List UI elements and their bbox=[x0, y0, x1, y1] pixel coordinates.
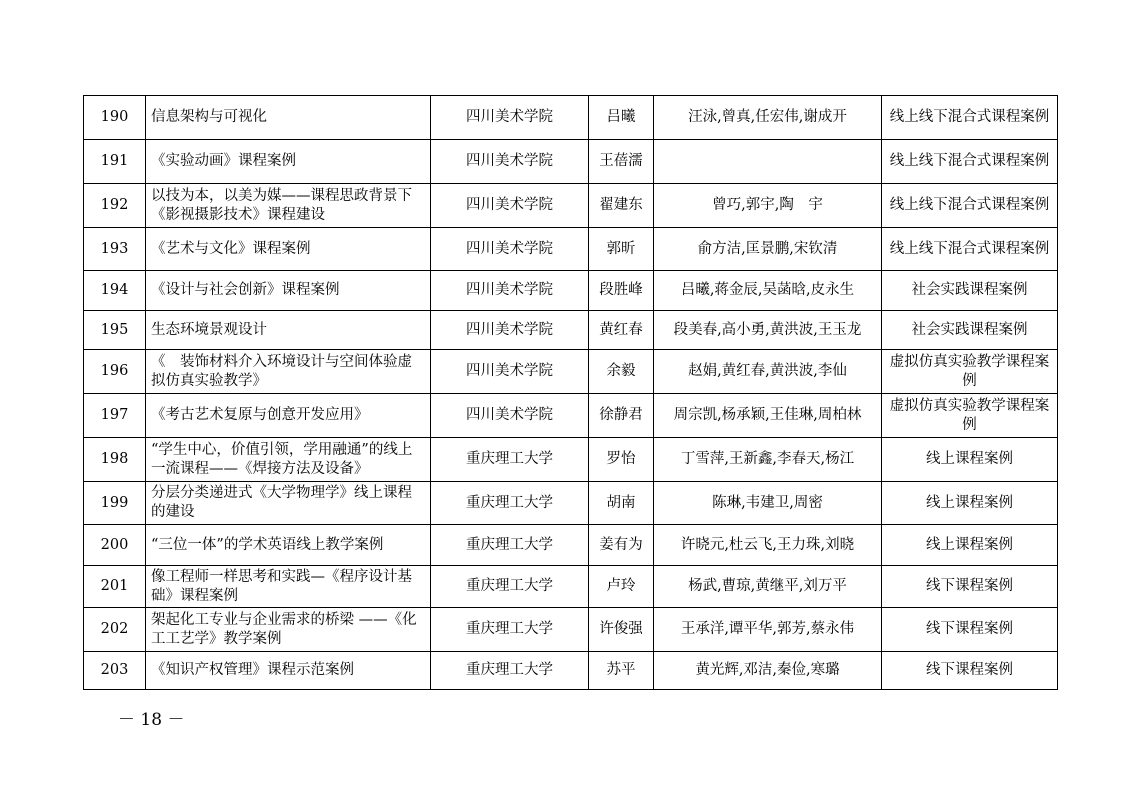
case-type: 线下课程案例 bbox=[882, 566, 1058, 608]
school-name: 重庆理工大学 bbox=[431, 652, 589, 690]
table-row bbox=[84, 438, 1058, 482]
case-title: 《艺术与文化》课程案例 bbox=[146, 228, 431, 271]
school-name: 四川美术学院 bbox=[431, 350, 589, 394]
case-title: 《知识产权管理》课程示范案例 bbox=[146, 652, 431, 690]
case-type: 线下课程案例 bbox=[882, 652, 1058, 690]
lead-person: 翟建东 bbox=[589, 184, 654, 228]
case-type: 虚拟仿真实验教学课程案例 bbox=[882, 350, 1058, 394]
case-type: 社会实践课程案例 bbox=[882, 311, 1058, 350]
page-number: － 18 － bbox=[118, 710, 185, 730]
case-title: 信息架构与可视化 bbox=[146, 96, 431, 140]
row-number: 190 bbox=[84, 96, 146, 140]
row-number: 197 bbox=[84, 394, 146, 438]
row-number: 191 bbox=[84, 140, 146, 184]
table-row bbox=[84, 140, 1058, 184]
table-row bbox=[84, 271, 1058, 311]
school-name: 重庆理工大学 bbox=[431, 438, 589, 482]
lead-person: 郭昕 bbox=[589, 228, 654, 271]
team-members: 吕曦,蒋金辰,吴菡晗,皮永生 bbox=[654, 271, 882, 311]
school-name: 四川美术学院 bbox=[431, 228, 589, 271]
lead-person: 许俊强 bbox=[589, 608, 654, 652]
school-name: 四川美术学院 bbox=[431, 271, 589, 311]
case-type: 线上线下混合式课程案例 bbox=[882, 228, 1058, 271]
team-members: 丁雪萍,王新鑫,李春天,杨江 bbox=[654, 438, 882, 482]
table-row bbox=[84, 184, 1058, 228]
row-number: 194 bbox=[84, 271, 146, 311]
table-row bbox=[84, 525, 1058, 566]
school-name: 重庆理工大学 bbox=[431, 566, 589, 608]
lead-person: 苏平 bbox=[589, 652, 654, 690]
case-type: 线上课程案例 bbox=[882, 438, 1058, 482]
team-members: 汪泳,曾真,任宏伟,谢成开 bbox=[654, 96, 882, 140]
row-number: 199 bbox=[84, 482, 146, 525]
lead-person: 王蓓濡 bbox=[589, 140, 654, 184]
team-members: 段美春,高小勇,黄洪波,王玉龙 bbox=[654, 311, 882, 350]
team-members: 许晓元,杜云飞,王力珠,刘晓 bbox=[654, 525, 882, 566]
lead-person: 姜有为 bbox=[589, 525, 654, 566]
row-number: 192 bbox=[84, 184, 146, 228]
table-row bbox=[84, 311, 1058, 350]
case-title: 《实验动画》课程案例 bbox=[146, 140, 431, 184]
row-number: 202 bbox=[84, 608, 146, 652]
school-name: 四川美术学院 bbox=[431, 140, 589, 184]
case-type: 线上课程案例 bbox=[882, 525, 1058, 566]
case-type: 线上线下混合式课程案例 bbox=[882, 140, 1058, 184]
case-type: 线上线下混合式课程案例 bbox=[882, 184, 1058, 228]
table-row bbox=[84, 608, 1058, 652]
school-name: 重庆理工大学 bbox=[431, 525, 589, 566]
school-name: 四川美术学院 bbox=[431, 394, 589, 438]
table-body bbox=[84, 96, 1058, 690]
row-number: 201 bbox=[84, 566, 146, 608]
lead-person: 吕曦 bbox=[589, 96, 654, 140]
table-row bbox=[84, 350, 1058, 394]
row-number: 193 bbox=[84, 228, 146, 271]
case-type: 社会实践课程案例 bbox=[882, 271, 1058, 311]
lead-person: 罗怡 bbox=[589, 438, 654, 482]
team-members: 俞方洁,匡景鹏,宋钦清 bbox=[654, 228, 882, 271]
case-title: 《设计与社会创新》课程案例 bbox=[146, 271, 431, 311]
lead-person: 段胜峰 bbox=[589, 271, 654, 311]
table-row bbox=[84, 652, 1058, 690]
table-row bbox=[84, 96, 1058, 140]
case-title: 架起化工专业与企业需求的桥梁 ——《化工工艺学》教学案例 bbox=[146, 608, 431, 652]
case-title: “三位一体”的学术英语线上教学案例 bbox=[146, 525, 431, 566]
team-members: 曾巧,郭宇,陶 宇 bbox=[654, 184, 882, 228]
case-type: 线上线下混合式课程案例 bbox=[882, 96, 1058, 140]
school-name: 四川美术学院 bbox=[431, 96, 589, 140]
table-row bbox=[84, 228, 1058, 271]
lead-person: 卢玲 bbox=[589, 566, 654, 608]
school-name: 四川美术学院 bbox=[431, 184, 589, 228]
case-title: 像工程师一样思考和实践—《程序设计基础》课程案例 bbox=[146, 566, 431, 608]
team-members bbox=[654, 140, 882, 184]
school-name: 重庆理工大学 bbox=[431, 482, 589, 525]
school-name: 四川美术学院 bbox=[431, 311, 589, 350]
team-members: 陈琳,韦建卫,周密 bbox=[654, 482, 882, 525]
case-title: 《考古艺术复原与创意开发应用》 bbox=[146, 394, 431, 438]
lead-person: 徐静君 bbox=[589, 394, 654, 438]
row-number: 200 bbox=[84, 525, 146, 566]
table-row bbox=[84, 394, 1058, 438]
lead-person: 黄红春 bbox=[589, 311, 654, 350]
case-title: 《 装饰材料介入环境设计与空间体验虚拟仿真实验教学》 bbox=[146, 350, 431, 394]
table-row bbox=[84, 566, 1058, 608]
lead-person: 余毅 bbox=[589, 350, 654, 394]
case-type: 线下课程案例 bbox=[882, 608, 1058, 652]
team-members: 黄光辉,邓洁,秦俭,寒璐 bbox=[654, 652, 882, 690]
team-members: 王承洋,谭平华,郭芳,蔡永伟 bbox=[654, 608, 882, 652]
row-number: 195 bbox=[84, 311, 146, 350]
row-number: 198 bbox=[84, 438, 146, 482]
row-number: 203 bbox=[84, 652, 146, 690]
case-type: 虚拟仿真实验教学课程案例 bbox=[882, 394, 1058, 438]
case-title: “学生中心，价值引领，学用融通”的线上一流课程——《焊接方法及设备》 bbox=[146, 438, 431, 482]
team-members: 杨武,曹琼,黄继平,刘万平 bbox=[654, 566, 882, 608]
case-type: 线上课程案例 bbox=[882, 482, 1058, 525]
case-title: 生态环境景观设计 bbox=[146, 311, 431, 350]
team-members: 周宗凯,杨承颖,王佳琳,周柏林 bbox=[654, 394, 882, 438]
table-row bbox=[84, 482, 1058, 525]
row-number: 196 bbox=[84, 350, 146, 394]
case-title: 分层分类递进式《大学物理学》线上课程的建设 bbox=[146, 482, 431, 525]
school-name: 重庆理工大学 bbox=[431, 608, 589, 652]
case-title: 以技为本，以美为媒——课程思政背景下《影视摄影技术》课程建设 bbox=[146, 184, 431, 228]
team-members: 赵娟,黄红春,黄洪波,李仙 bbox=[654, 350, 882, 394]
lead-person: 胡南 bbox=[589, 482, 654, 525]
case-table bbox=[83, 95, 1058, 690]
